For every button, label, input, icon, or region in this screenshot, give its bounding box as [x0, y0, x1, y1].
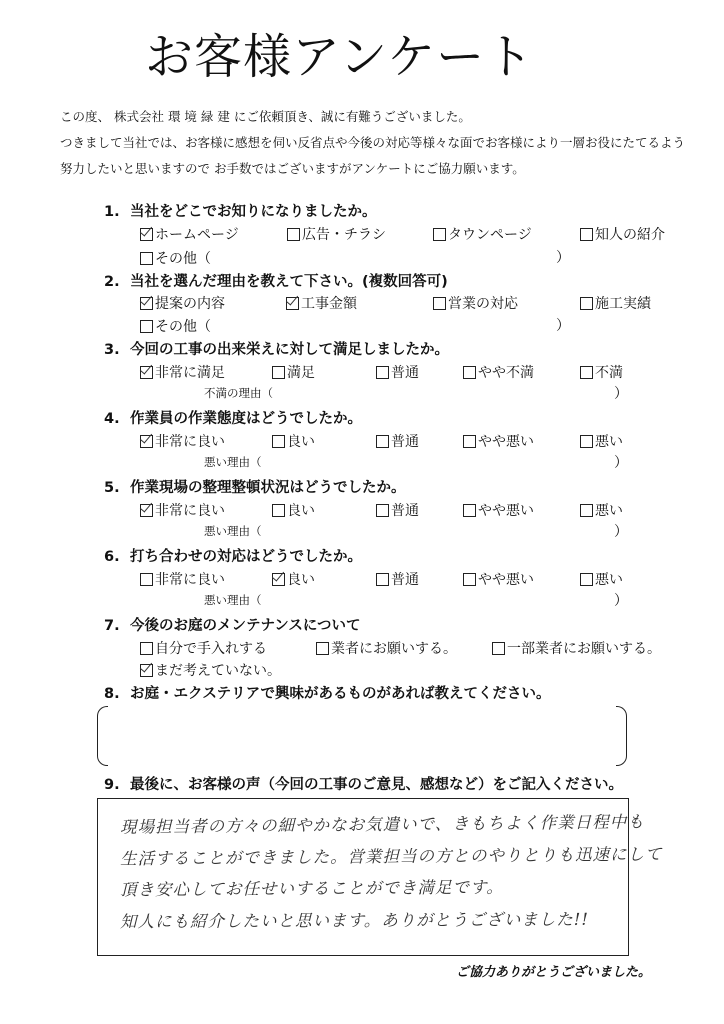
option-label: やや悪い: [478, 572, 534, 588]
q3-option-satisfied[interactable]: [272, 362, 315, 382]
option-label: 自分で手入れする: [155, 641, 267, 657]
q5-option-bad[interactable]: [580, 500, 623, 520]
q6-option-bad[interactable]: [580, 569, 623, 589]
checkbox[interactable]: [140, 320, 153, 333]
question-9: [104, 773, 623, 794]
question-text: 当社を選んだ理由を教えて下さい。(複数回答可): [130, 274, 448, 290]
option-label: 普通: [391, 503, 419, 519]
checkbox[interactable]: [272, 504, 285, 517]
checkbox[interactable]: [272, 435, 285, 448]
option-label: 工事金額: [301, 296, 357, 312]
option-label: 普通: [391, 434, 419, 450]
q3-option-normal[interactable]: [376, 362, 419, 382]
q5-option-normal[interactable]: [376, 500, 419, 520]
q5-option-very-good[interactable]: [140, 500, 225, 520]
question-number: 6.: [104, 549, 120, 565]
q7-option-contractor[interactable]: [316, 638, 457, 658]
q3-reason-close: ）: [614, 386, 628, 402]
q6-option-somewhat-bad[interactable]: [463, 569, 534, 589]
option-label: 悪い: [595, 434, 623, 450]
option-label: やや不満: [478, 365, 534, 381]
checkbox[interactable]: [376, 573, 389, 586]
checkbox-checked[interactable]: [286, 297, 299, 310]
q7-option-partial-contractor[interactable]: [492, 638, 661, 658]
question-1: [104, 200, 377, 221]
handwritten-line: 生活することができました。営業担当の方とのやりとりも迅速にして: [119, 844, 663, 869]
q2-option-sales[interactable]: [433, 293, 518, 313]
question-number: 8.: [104, 686, 120, 702]
question-7: [104, 614, 361, 635]
checkbox-checked[interactable]: [140, 504, 153, 517]
q5-option-good[interactable]: [272, 500, 315, 520]
q4-option-bad[interactable]: [580, 431, 623, 451]
footer-thanks: ご協力ありがとうございました。: [456, 965, 652, 980]
checkbox[interactable]: [376, 504, 389, 517]
q2-option-record[interactable]: [580, 293, 651, 313]
q6-reason-close: ）: [614, 593, 628, 609]
question-number: 1.: [104, 204, 120, 220]
q2-other-close: ）: [556, 318, 570, 334]
checkbox[interactable]: [492, 642, 505, 655]
question-text: 今回の工事の出来栄えに対して満足しましたか。: [130, 342, 449, 358]
question-text: 作業員の作業態度はどうでしたか。: [130, 411, 362, 427]
question-text: お庭・エクステリアで興味があるものがあれば教えてください。: [130, 686, 551, 702]
option-label: 良い: [287, 572, 315, 588]
q5-reason-label: 悪い理由（: [204, 524, 262, 538]
q5-reason-close: ）: [614, 524, 628, 540]
option-label: 営業の対応: [448, 296, 518, 312]
handwritten-line: 頂き安心してお任せいすることができ満足です。: [119, 877, 504, 900]
option-label: 広告・チラシ: [302, 227, 386, 243]
question-number: 3.: [104, 342, 120, 358]
intro-line: つきまして当社では、お客様に感想を伺い反省点や今後の対応等様々な面でお客様により一層お役にたてるよう: [60, 135, 686, 150]
checkbox[interactable]: [376, 435, 389, 448]
question-3: [104, 338, 449, 359]
question-number: 7.: [104, 618, 120, 634]
page-title: お客様アンケート: [145, 29, 535, 85]
q6-option-very-good[interactable]: [140, 569, 225, 589]
q1-option-referral[interactable]: [580, 224, 665, 244]
question-number: 5.: [104, 480, 120, 496]
left-bracket: [97, 706, 108, 766]
checkbox[interactable]: [433, 228, 446, 241]
question-2: [104, 270, 448, 291]
question-number: 9.: [104, 777, 120, 793]
option-label: 普通: [391, 572, 419, 588]
option-label: やや悪い: [478, 503, 534, 519]
q9-answer-box[interactable]: [97, 798, 663, 956]
checkbox-checked[interactable]: [140, 435, 153, 448]
checkbox[interactable]: [140, 642, 153, 655]
question-8: [104, 682, 551, 703]
question-4: [104, 407, 362, 428]
question-5: [104, 476, 406, 497]
q7-option-diy[interactable]: [140, 638, 267, 658]
q8-answer-area[interactable]: [97, 706, 627, 764]
checkbox[interactable]: [316, 642, 329, 655]
checkbox[interactable]: [376, 366, 389, 379]
handwritten-line: 知人にも紹介したいと思います。ありがとうございました!!: [119, 909, 590, 932]
q3-option-very-satisfied[interactable]: [140, 362, 225, 382]
checkbox-checked[interactable]: [140, 664, 153, 677]
q6-option-normal[interactable]: [376, 569, 419, 589]
option-label: 悪い: [595, 572, 623, 588]
question-text: 最後に、お客様の声（今回の工事のご意見、感想など）をご記入ください。: [130, 777, 623, 793]
q4-reason-label: 悪い理由（: [204, 455, 262, 469]
intro-text: [60, 104, 685, 182]
intro-line: 努力したいと思いますので お手数ではございますがアンケートにご協力願います。: [60, 161, 525, 176]
option-label: やや悪い: [478, 434, 534, 450]
question-text: 作業現場の整理整頓状況はどうでしたか。: [130, 480, 406, 496]
right-bracket: [616, 706, 627, 766]
q4-reason-close: ）: [614, 455, 628, 471]
question-text: 当社をどこでお知りになりましたか。: [130, 204, 377, 220]
option-label: 良い: [287, 434, 315, 450]
question-text: 今後のお庭のメンテナンスについて: [130, 618, 361, 634]
option-label: 普通: [391, 365, 419, 381]
option-label: 良い: [287, 503, 315, 519]
checkbox[interactable]: [463, 504, 476, 517]
checkbox[interactable]: [580, 366, 593, 379]
q6-reason-label: 悪い理由（: [204, 593, 262, 607]
checkbox[interactable]: [433, 297, 446, 310]
option-label: 一部業者にお願いする。: [507, 641, 661, 657]
question-number: 4.: [104, 411, 120, 427]
q5-option-somewhat-bad[interactable]: [463, 500, 534, 520]
checkbox[interactable]: [463, 435, 476, 448]
question-6: [104, 545, 362, 566]
q4-option-good[interactable]: [272, 431, 315, 451]
intro-line: この度、 株式会社 環 境 緑 建 にご依頼頂き、誠に有難うございました。: [60, 109, 471, 124]
checkbox[interactable]: [463, 366, 476, 379]
q1-option-flyer[interactable]: [287, 224, 386, 244]
q3-option-somewhat-dissatisfied[interactable]: [463, 362, 534, 382]
question-text: 打ち合わせの対応はどうでしたか。: [130, 549, 362, 565]
checkbox[interactable]: [463, 573, 476, 586]
checkbox-checked[interactable]: [140, 228, 153, 241]
option-label: まだ考えていない。: [155, 663, 281, 679]
q2-option-price[interactable]: [286, 293, 357, 313]
q2-option-proposal[interactable]: [140, 293, 225, 313]
option-label: その他（: [155, 319, 211, 335]
q4-option-somewhat-bad[interactable]: [463, 431, 534, 451]
option-label: 提案の内容: [155, 296, 225, 312]
checkbox[interactable]: [580, 573, 593, 586]
question-number: 2.: [104, 274, 120, 290]
option-label: 施工実績: [595, 296, 651, 312]
checkbox[interactable]: [580, 504, 593, 517]
q4-option-very-good[interactable]: [140, 431, 225, 451]
option-label: 業者にお願いする。: [331, 641, 457, 657]
option-label: 非常に良い: [155, 503, 225, 519]
q3-option-dissatisfied[interactable]: [580, 362, 623, 382]
option-label: ホームページ: [155, 227, 239, 243]
checkbox-checked[interactable]: [272, 573, 285, 586]
q1-other-close: ）: [556, 250, 570, 266]
checkbox[interactable]: [287, 228, 300, 241]
checkbox-checked[interactable]: [140, 366, 153, 379]
checkbox[interactable]: [580, 297, 593, 310]
option-label: 満足: [287, 365, 315, 381]
q1-option-homepage[interactable]: [140, 224, 239, 244]
option-label: 非常に良い: [155, 434, 225, 450]
q3-reason-label: 不満の理由（: [204, 386, 273, 400]
checkbox[interactable]: [580, 435, 593, 448]
q1-option-other[interactable]: [140, 248, 211, 268]
q4-option-normal[interactable]: [376, 431, 419, 451]
checkbox[interactable]: [140, 573, 153, 586]
checkbox[interactable]: [140, 252, 153, 265]
option-label: タウンページ: [448, 227, 532, 243]
option-label: 不満: [595, 365, 623, 381]
option-label: 悪い: [595, 503, 623, 519]
handwritten-line: 現場担当者の方々の細やかなお気遣いで、きもちよく作業日程中も: [119, 812, 645, 837]
option-label: 知人の紹介: [595, 227, 665, 243]
checkbox[interactable]: [272, 366, 285, 379]
q2-option-other[interactable]: [140, 316, 211, 336]
option-label: その他（: [155, 251, 211, 267]
option-label: 非常に良い: [155, 572, 225, 588]
q6-option-good[interactable]: [272, 569, 315, 589]
checkbox[interactable]: [580, 228, 593, 241]
option-label: 非常に満足: [155, 365, 225, 381]
q1-option-townpage[interactable]: [433, 224, 532, 244]
checkbox-checked[interactable]: [140, 297, 153, 310]
q7-option-undecided[interactable]: [140, 660, 281, 680]
